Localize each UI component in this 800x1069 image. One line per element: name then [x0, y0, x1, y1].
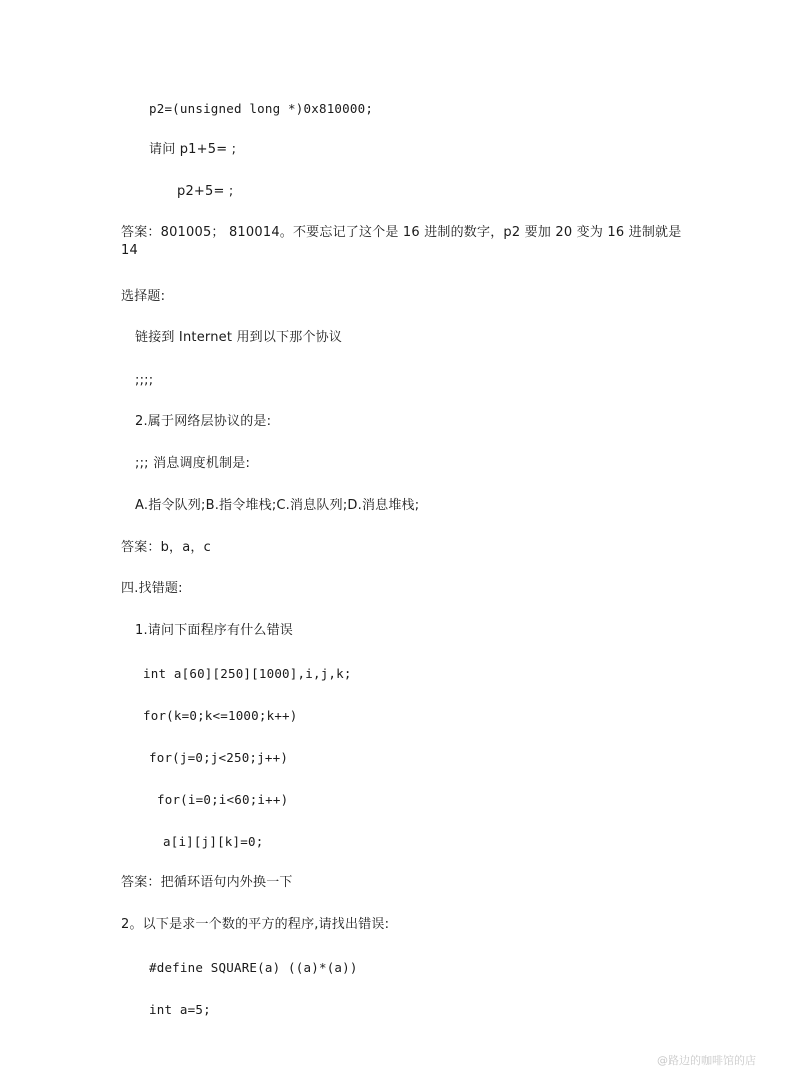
choice-options-1: ;;;;: [135, 373, 154, 388]
choice-options-3: A.指令队列;B.指令堆栈;C.消息队列;D.消息堆栈;: [135, 498, 420, 513]
code-line-int-a: int a=5;: [149, 1002, 211, 1017]
code-line-for-i: for(i=0;i<60;i++): [157, 792, 289, 807]
bug-question-2: 2。以下是求一个数的平方的程序,请找出错误:: [121, 917, 390, 932]
answer-pointer: 答案：801005； 810014。不要忘记了这个是 16 进制的数字，p2 要加 20 变为 16 进制就是 14: [121, 225, 682, 258]
bug-question-1: 1.请问下面程序有什么错误: [135, 623, 294, 638]
choice-question-3: ;;; 消息调度机制是:: [135, 456, 251, 471]
question-p2: p2+5= ;: [177, 184, 234, 199]
code-line-p2-assign: p2=(unsigned long *)0x810000;: [149, 101, 374, 116]
code-line-for-k: for(k=0;k<=1000;k++): [143, 708, 298, 723]
code-line-define: #define SQUARE(a) ((a)*(a)): [149, 960, 358, 975]
section-choice-title: 选择题:: [121, 289, 166, 304]
choice-question-2: 2.属于网络层协议的是:: [135, 414, 272, 429]
question-p1: 请问 p1+5= ;: [149, 142, 237, 157]
section-bug-title: 四.找错题:: [121, 581, 183, 596]
answer-choice: 答案：b，a，c: [121, 540, 211, 555]
answer-bug-1: 答案：把循环语句内外换一下: [121, 875, 293, 890]
code-line-decl: int a[60][250][1000],i,j,k;: [143, 666, 352, 681]
code-line-assign: a[i][j][k]=0;: [163, 834, 264, 849]
watermark: @路边的咖啡馆的店: [657, 1054, 756, 1067]
code-line-for-j: for(j=0;j<250;j++): [149, 750, 289, 765]
choice-question-1: 链接到 Internet 用到以下那个协议: [135, 330, 343, 345]
